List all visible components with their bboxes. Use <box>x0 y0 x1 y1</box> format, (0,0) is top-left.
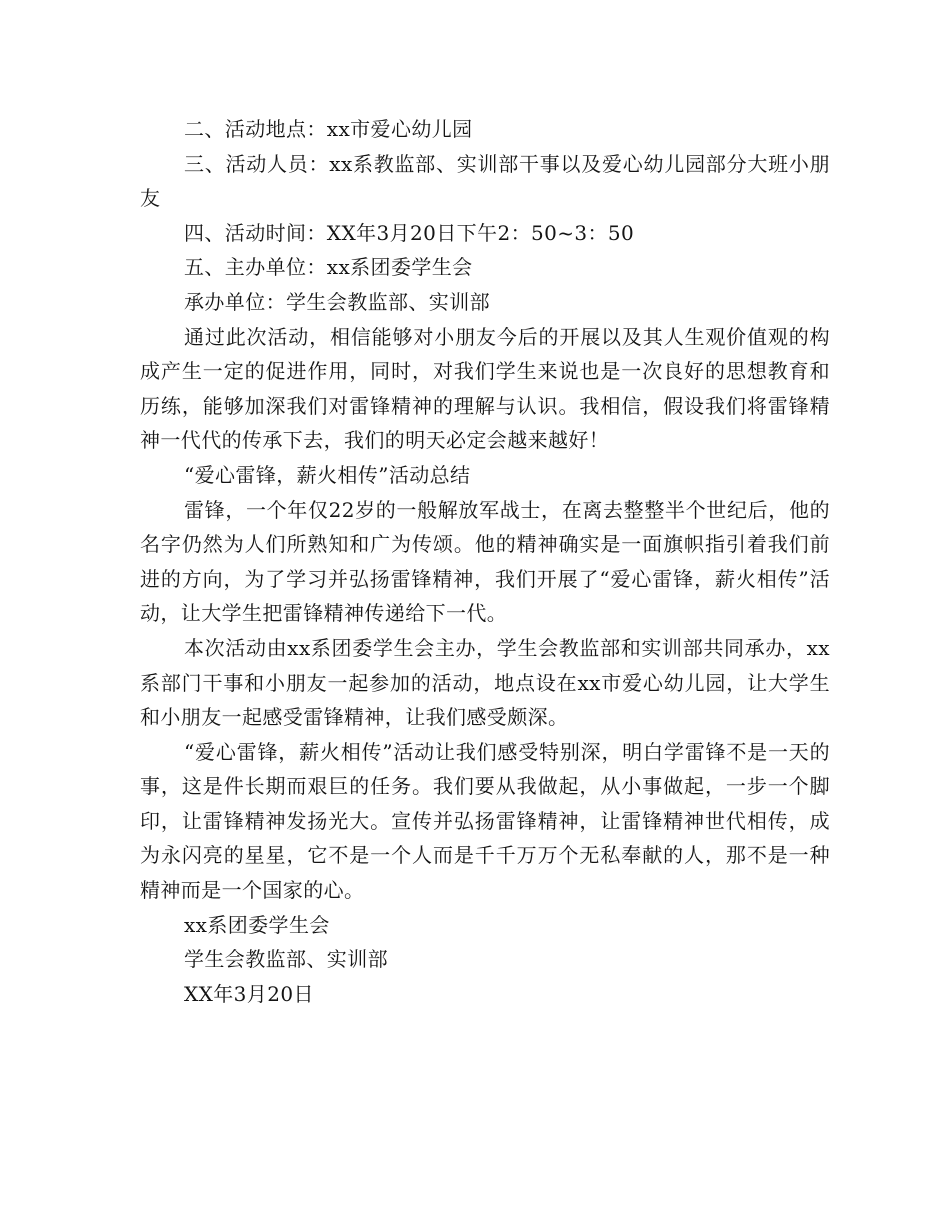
signature-departments: 学生会教监部、实训部 <box>184 947 388 972</box>
organizer: 五、主办单位：xx系团委学生会 <box>184 255 473 280</box>
co-organizer: 承办单位：学生会教监部、实训部 <box>184 289 490 314</box>
activity-participants: 三、活动人员：xx系教监部、实训部干事以及爱心幼儿园部分大班小朋友 <box>140 151 830 211</box>
summary-heading: “爱心雷锋，薪火相传”活动总结 <box>184 462 471 487</box>
signature-date: XX年3月20日 <box>184 981 314 1006</box>
summary-reflection: “爱心雷锋，薪火相传”活动让我们感受特别深，明白学雷锋不是一天的事，这是件长期而艰巨的任务。我们要从我做起，从小事做起，一步一个脚印，让雷锋精神发扬光大。宣传并弘扬雷锋精神，让雷锋精神世代相传，成为永闪亮的星星，它不是一个人而是千千万万个无私奉献的人，那不是一种精神而是一个国家的心。 <box>140 739 830 903</box>
document-page <box>140 112 830 1011</box>
signature-organization: xx系团委学生会 <box>184 912 330 937</box>
summary-details: 本次活动由xx系团委学生会主办，学生会教监部和实训部共同承办，xx系部门干事和小朋友一起参加的活动，地点设在xx市爱心幼儿园，让大学生和小朋友一起感受雷锋精神，让我们感受颇深。 <box>140 635 830 730</box>
activity-time: 四、活动时间：XX年3月20日下午2：50~3：50 <box>184 220 635 245</box>
activity-significance: 通过此次活动，相信能够对小朋友今后的开展以及其人生观价值观的构成产生一定的促进作用，同时，对我们学生来说也是一次良好的思想教育和历练，能够加深我们对雷锋精神的理解与认识。我相信，假设我们将雷锋精神一代代的传承下去，我们的明天必定会越来越好！ <box>140 324 830 453</box>
activity-location: 二、活动地点：xx市爱心幼儿园 <box>184 117 473 141</box>
summary-intro: 雷锋，一个年仅22岁的一般解放军战士，在离去整整半个世纪后，他的名字仍然为人们所熟知和广为传颂。他的精神确实是一面旗帜指引着我们前进的方向，为了学习并弘扬雷锋精神，我们开展了“爱心雷锋，薪火相传”活动，让大学生把雷锋精神传递给下一代。 <box>140 497 830 626</box>
